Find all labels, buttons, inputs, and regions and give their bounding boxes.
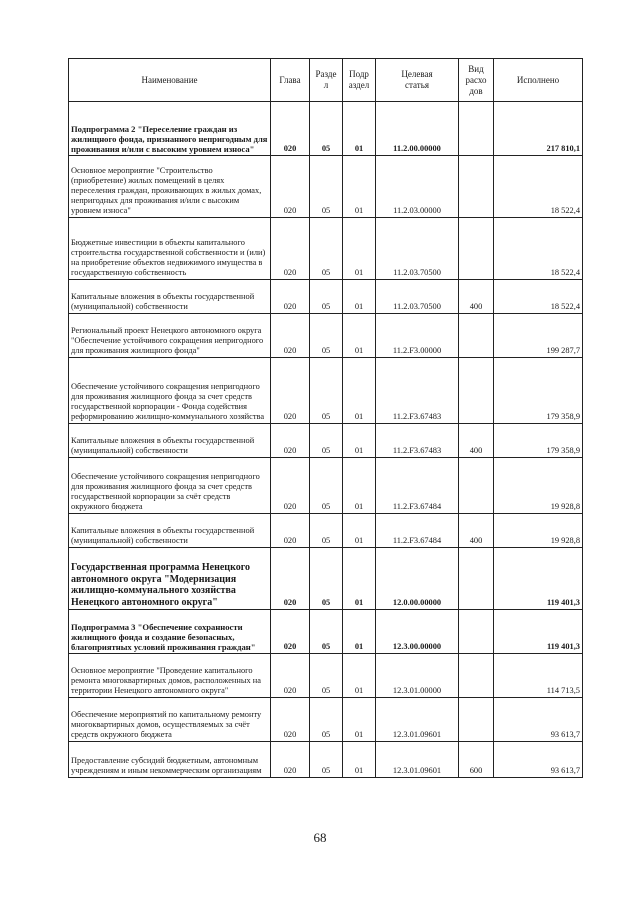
row-section: 05 bbox=[310, 218, 343, 280]
row-subsection: 01 bbox=[343, 314, 376, 358]
row-expense-type bbox=[459, 314, 494, 358]
row-name: Капитальные вложения в объекты государственной (муниципальной) собственности bbox=[69, 424, 271, 458]
row-name: Предоставление субсидий бюджетным, автономным учреждениям и иным некоммерческим организациям bbox=[69, 742, 271, 778]
row-name: Бюджетные инвестиции в объекты капитального строительства государственной собственности и (или) на приобретение объектов недвижимого имущества в государственную собственность bbox=[69, 218, 271, 280]
row-target: 12.3.01.09601 bbox=[376, 698, 459, 742]
row-executed: 217 810,1 bbox=[494, 102, 583, 156]
row-name: Обеспечение мероприятий по капитальному ремонту многоквартирных домов, осуществляемых за счёт средств окружного бюджета bbox=[69, 698, 271, 742]
row-subsection: 01 bbox=[343, 610, 376, 654]
row-target: 11.2.F3.67483 bbox=[376, 424, 459, 458]
row-expense-type bbox=[459, 548, 494, 610]
row-executed: 199 287,7 bbox=[494, 314, 583, 358]
row-expense-type: 400 bbox=[459, 280, 494, 314]
row-chapter: 020 bbox=[271, 280, 310, 314]
row-chapter: 020 bbox=[271, 156, 310, 218]
row-target: 12.3.01.09601 bbox=[376, 742, 459, 778]
row-section: 05 bbox=[310, 548, 343, 610]
row-section: 05 bbox=[310, 514, 343, 548]
row-executed: 179 358,9 bbox=[494, 424, 583, 458]
table-row bbox=[69, 514, 583, 548]
row-target: 11.2.03.00000 bbox=[376, 156, 459, 218]
row-executed: 93 613,7 bbox=[494, 698, 583, 742]
row-subsection: 01 bbox=[343, 548, 376, 610]
row-chapter: 020 bbox=[271, 102, 310, 156]
budget-execution-table bbox=[68, 58, 583, 778]
table-row bbox=[69, 358, 583, 424]
row-executed: 18 522,4 bbox=[494, 218, 583, 280]
row-chapter: 020 bbox=[271, 358, 310, 424]
row-section: 05 bbox=[310, 742, 343, 778]
row-chapter: 020 bbox=[271, 742, 310, 778]
row-chapter: 020 bbox=[271, 514, 310, 548]
table-row bbox=[69, 156, 583, 218]
row-section: 05 bbox=[310, 424, 343, 458]
row-name: Основное мероприятие "Проведение капитального ремонта многоквартирных домов, расположенных на территории Ненецкого автономного округа" bbox=[69, 654, 271, 698]
row-target: 12.3.00.00000 bbox=[376, 610, 459, 654]
row-expense-type: 400 bbox=[459, 424, 494, 458]
header-chapter: Глава bbox=[271, 59, 310, 102]
table-row bbox=[69, 102, 583, 156]
row-section: 05 bbox=[310, 458, 343, 514]
row-target: 11.2.F3.00000 bbox=[376, 314, 459, 358]
row-executed: 119 401,3 bbox=[494, 610, 583, 654]
row-name: Капитальные вложения в объекты государственной (муниципальной) собственности bbox=[69, 514, 271, 548]
row-expense-type bbox=[459, 458, 494, 514]
row-target: 11.2.F3.67484 bbox=[376, 514, 459, 548]
row-subsection: 01 bbox=[343, 280, 376, 314]
row-target: 11.2.00.00000 bbox=[376, 102, 459, 156]
row-chapter: 020 bbox=[271, 610, 310, 654]
table-row bbox=[69, 610, 583, 654]
header-executed: Исполнено bbox=[494, 59, 583, 102]
row-executed: 119 401,3 bbox=[494, 548, 583, 610]
row-chapter: 020 bbox=[271, 698, 310, 742]
table-row bbox=[69, 742, 583, 778]
row-executed: 18 522,4 bbox=[494, 280, 583, 314]
row-executed: 114 713,5 bbox=[494, 654, 583, 698]
header-expense-type: Вид расхо дов bbox=[459, 59, 494, 102]
row-section: 05 bbox=[310, 654, 343, 698]
row-name: Обеспечение устойчивого сокращения непригодного для проживания жилищного фонда за счет средств государственной корпорации за счёт средств окружного бюджета bbox=[69, 458, 271, 514]
table-row bbox=[69, 314, 583, 358]
header-target: Целевая статья bbox=[376, 59, 459, 102]
row-expense-type bbox=[459, 156, 494, 218]
table-row bbox=[69, 654, 583, 698]
row-expense-type: 400 bbox=[459, 514, 494, 548]
row-target: 11.2.F3.67483 bbox=[376, 358, 459, 424]
row-section: 05 bbox=[310, 358, 343, 424]
table-row bbox=[69, 458, 583, 514]
row-executed: 93 613,7 bbox=[494, 742, 583, 778]
row-chapter: 020 bbox=[271, 424, 310, 458]
row-section: 05 bbox=[310, 698, 343, 742]
row-subsection: 01 bbox=[343, 156, 376, 218]
row-section: 05 bbox=[310, 102, 343, 156]
row-chapter: 020 bbox=[271, 654, 310, 698]
header-name: Наименование bbox=[69, 59, 271, 102]
row-executed: 179 358,9 bbox=[494, 358, 583, 424]
row-expense-type bbox=[459, 358, 494, 424]
row-executed: 18 522,4 bbox=[494, 156, 583, 218]
row-section: 05 bbox=[310, 610, 343, 654]
row-chapter: 020 bbox=[271, 458, 310, 514]
row-expense-type bbox=[459, 610, 494, 654]
row-target: 12.0.00.00000 bbox=[376, 548, 459, 610]
row-section: 05 bbox=[310, 314, 343, 358]
row-name: Основное мероприятие "Строительство (приобретение) жилых помещений в целях переселения граждан, проживающих в жилых домах, непригодных для проживания и/или с высоким уровнем износа" bbox=[69, 156, 271, 218]
row-name: Обеспечение устойчивого сокращения непригодного для проживания жилищного фонда за счет средств государственной корпорации - Фонда содействия реформированию жилищно-коммунального хозяйства bbox=[69, 358, 271, 424]
row-name: Капитальные вложения в объекты государственной (муниципальной) собственности bbox=[69, 280, 271, 314]
row-subsection: 01 bbox=[343, 424, 376, 458]
table-row bbox=[69, 548, 583, 610]
row-chapter: 020 bbox=[271, 314, 310, 358]
row-subsection: 01 bbox=[343, 514, 376, 548]
row-target: 12.3.01.00000 bbox=[376, 654, 459, 698]
row-target: 11.2.03.70500 bbox=[376, 280, 459, 314]
row-expense-type bbox=[459, 654, 494, 698]
header-section: Разде л bbox=[310, 59, 343, 102]
table-row bbox=[69, 424, 583, 458]
row-subsection: 01 bbox=[343, 458, 376, 514]
row-section: 05 bbox=[310, 156, 343, 218]
row-subsection: 01 bbox=[343, 218, 376, 280]
row-executed: 19 928,8 bbox=[494, 514, 583, 548]
row-name: Подпрограмма 3 "Обеспечение сохранности жилищного фонда и создание безопасных, благоприятных условий проживания граждан" bbox=[69, 610, 271, 654]
row-expense-type bbox=[459, 698, 494, 742]
row-section: 05 bbox=[310, 280, 343, 314]
row-name: Подпрограмма 2 "Переселение граждан из жилищного фонда, признанного непригодным для проживания и/или с высоким уровнем износа" bbox=[69, 102, 271, 156]
row-subsection: 01 bbox=[343, 102, 376, 156]
table-row bbox=[69, 218, 583, 280]
row-target: 11.2.F3.67484 bbox=[376, 458, 459, 514]
row-target: 11.2.03.70500 bbox=[376, 218, 459, 280]
row-subsection: 01 bbox=[343, 654, 376, 698]
page-number: 68 bbox=[313, 830, 327, 845]
table-row bbox=[69, 280, 583, 314]
table-header-row bbox=[69, 59, 583, 102]
row-name: Региональный проект Ненецкого автономного округа "Обеспечение устойчивого сокращения непригодного для проживания жилищного фонда" bbox=[69, 314, 271, 358]
row-executed: 19 928,8 bbox=[494, 458, 583, 514]
row-name: Государственная программа Ненецкого автономного округа "Модернизация жилищно-коммунального хозяйства Ненецкого автономного округа" bbox=[69, 548, 271, 610]
row-chapter: 020 bbox=[271, 218, 310, 280]
row-expense-type bbox=[459, 218, 494, 280]
row-subsection: 01 bbox=[343, 358, 376, 424]
row-chapter: 020 bbox=[271, 548, 310, 610]
table-row bbox=[69, 698, 583, 742]
row-expense-type: 600 bbox=[459, 742, 494, 778]
row-expense-type bbox=[459, 102, 494, 156]
row-subsection: 01 bbox=[343, 742, 376, 778]
header-subsection: Подр аздел bbox=[343, 59, 376, 102]
row-subsection: 01 bbox=[343, 698, 376, 742]
